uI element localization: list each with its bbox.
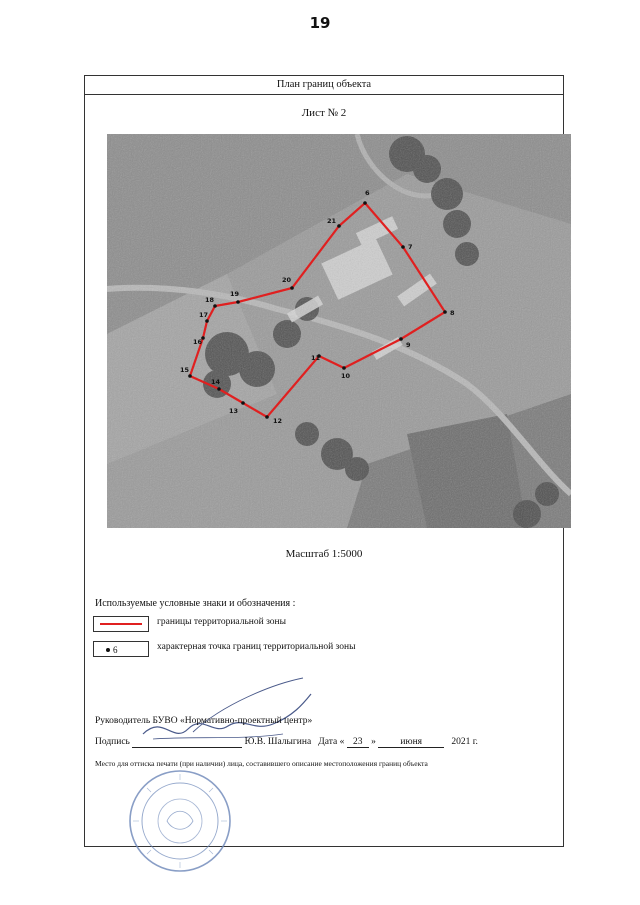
boundary-point-7 (401, 245, 405, 249)
organization-head: Руководитель БУВО «Нормативно-проектный центр» (95, 716, 313, 726)
date-month: июня (378, 737, 444, 748)
boundary-point-13 (241, 401, 245, 405)
boundary-point-label-15: 15 (180, 366, 190, 374)
boundary-point-17 (205, 319, 209, 323)
boundary-point-label-11: 11 (311, 354, 321, 362)
sheet-title: План границ объекта (85, 76, 563, 95)
legend-point-swatch (93, 641, 149, 657)
boundary-point-label-6: 6 (365, 189, 370, 197)
boundary-point-label-20: 20 (282, 276, 292, 284)
date-label: Дата « (318, 737, 345, 747)
boundary-point-12 (265, 415, 269, 419)
boundary-point-14 (217, 387, 221, 391)
boundary-point-label-8: 8 (450, 309, 455, 317)
boundary-point-6 (363, 201, 367, 205)
signature-row (95, 737, 478, 748)
aerial-map (107, 134, 571, 528)
boundary-point-21 (337, 224, 341, 228)
signer-name: Ю.В. Шалыгина (244, 737, 312, 747)
boundary-point-8 (443, 310, 447, 314)
stamp-note: Место для оттиска печати (при наличии) лица, составившего описание местоположения границ объекта (95, 759, 428, 768)
boundary-point-18 (213, 304, 217, 308)
map-scale: Масштаб 1:5000 (285, 548, 363, 560)
boundary-point-label-7: 7 (408, 243, 413, 251)
boundary-point-label-13: 13 (229, 407, 239, 415)
date-day: 23 (347, 737, 369, 748)
legend-point-sample: 6 (113, 645, 118, 655)
boundary-point-19 (236, 300, 240, 304)
date-mid: » (371, 737, 376, 747)
boundary-point-label-12: 12 (273, 417, 283, 425)
boundary-point-label-17: 17 (199, 311, 209, 319)
boundary-point-15 (188, 374, 192, 378)
boundary-point-label-10: 10 (341, 372, 351, 380)
legend-title: Используемые условные знаки и обозначения : (95, 598, 296, 609)
legend-point-label: характерная точка границ территориальной зоны (157, 642, 356, 652)
legend-boundary-swatch (93, 616, 149, 632)
boundary-point-label-16: 16 (193, 338, 203, 346)
official-stamp (125, 766, 235, 876)
boundary-point-20 (290, 286, 294, 290)
date-year: 2021 г. (451, 737, 478, 747)
page-number: 19 (309, 14, 331, 32)
legend-boundary-label: границы территориальной зоны (157, 617, 287, 627)
boundary-point-9 (399, 337, 403, 341)
boundary-point-label-21: 21 (327, 217, 337, 225)
point-dot-icon (106, 648, 110, 652)
sign-label: Подпись (95, 737, 130, 747)
boundary-point-label-19: 19 (230, 290, 240, 298)
boundary-point-10 (342, 366, 346, 370)
boundary-point-label-14: 14 (211, 378, 221, 386)
sheet-number: Лист № 2 (301, 107, 347, 119)
boundary-point-label-18: 18 (205, 296, 215, 304)
boundary-point-label-9: 9 (406, 341, 411, 349)
plan-sheet (84, 75, 564, 847)
